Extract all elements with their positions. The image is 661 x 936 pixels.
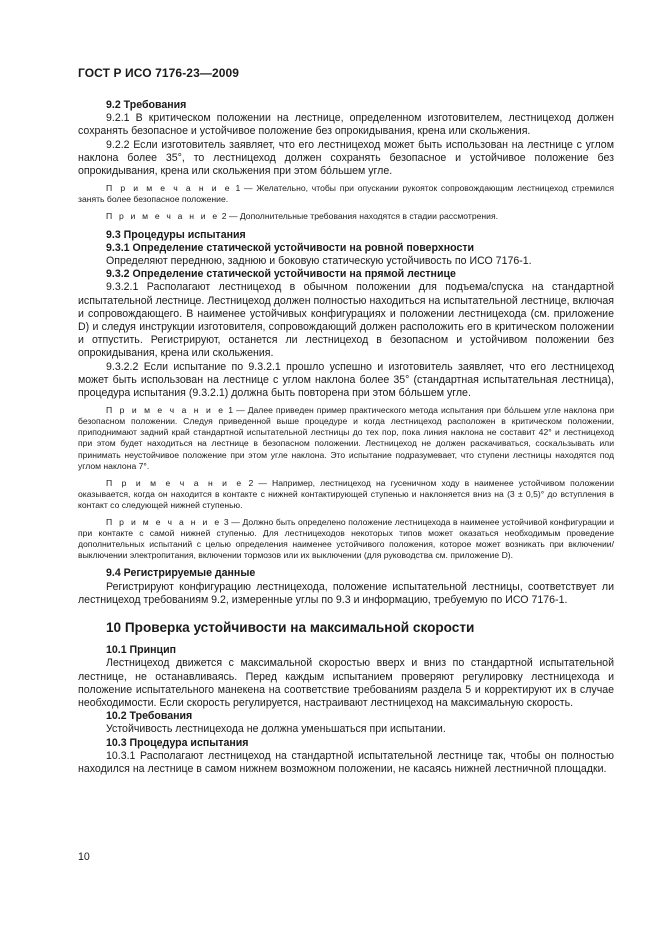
paragraph-10-3-1: 10.3.1 Располагают лестницеход на стандартной испытательной лестнице так, чтобы он полностью находился на лестнице в самом нижнем возможном положении, не касаясь нижней лестничной площадки. xyxy=(78,749,614,775)
document-body xyxy=(78,95,614,776)
paragraph-9-3-2-1: 9.3.2.1 Располагают лестницеход в обычном положении для подъема/спуска на стандартной испытательной лестнице. Лестницеход должен полностью находиться на испытательной лестнице, включая и сопровождающего. В наименее устойчивых конфигурациях и положении лестницехода (см. приложение D) и следуя инструкции изготовителя, сопровождающий должен расположить его в критическом положении и отпустить. Регистрируют, останется ли лестницеход в безопасном и устойчивом положении без опрокидывания, крена или скольжения. xyxy=(78,281,614,360)
note-9-3-2 xyxy=(78,478,614,511)
note-text: 1 — Далее приведен пример практического метода испытания при бо́льшем угле наклона при безопасном положении. Следуя приведенной выше процедуре и когда лестницеход расположен в критическом положении, приподнимают задний край стандартной испытательной лестницы до тех пор, пока линия наклона не составит 42° и лестницеход при этом будет находиться на лестнице в безопасном положении. Лестницеход не должен раскачиваться, соскальзывать или принимать неустойчивое положение при этом угле наклона. Это испытание подразумевает, что ступени лестницы находятся под углом наклона 7°. xyxy=(78,405,614,471)
paragraph-10-1: Лестницеход движется с максимальной скоростью вверх и вниз по стандартной испытательной лестнице, не останавливаясь. Перед каждым испытанием проверяют регулировку лестницехода и положение испытательного манекена на соответствие требованиям раздела 5 и корректируют их в случае необходимости. Если скорость регулируется, настраивают лестницеход на максимальную скорость. xyxy=(78,657,614,709)
subsection-10-1-title: 10.1 Принцип xyxy=(106,644,176,657)
note-9-2-2 xyxy=(78,211,614,222)
section-10-title: 10 Проверка устойчивости на максимальной скорости xyxy=(106,619,475,635)
note-label: П р и м е ч а н и е xyxy=(106,405,226,416)
subsection-9-3-2-title: 9.3.2 Определение статической устойчивости на прямой лестнице xyxy=(106,268,456,281)
note-text: 1 — Желательно, чтобы при опускании рукояток сопровождающим лестницеход стремился занять более безопасное положение. xyxy=(78,183,614,205)
document-header: ГОСТ Р ИСО 7176-23—2009 xyxy=(78,66,240,80)
paragraph-9-4: Регистрируют конфигурацию лестницехода, положение испытательной лестницы, соответствует ли лестницеход требованиям 9.2, измеренные углы по 9.3 и информацию, требуемую по ИСО 7176-1. xyxy=(78,580,614,606)
paragraph-9-3-1: Определяют переднюю, заднюю и боковую статическую устойчивость по ИСО 7176-1. xyxy=(106,254,532,267)
section-9-2-title: 9.2 Требования xyxy=(106,99,187,111)
paragraph-9-2-2: 9.2.2 Если изготовитель заявляет, что его лестницеход может быть использован на лестнице с углом наклона более 35°, то лестницеход должен сохранять безопасное и устойчивое положение без опрокидывания, крена или скольжения при этом бо́льшем угле. xyxy=(78,138,614,178)
note-text: 2 — Дополнительные требования находятся в стадии рассмотрения. xyxy=(221,211,498,222)
note-9-3-1 xyxy=(78,405,614,472)
paragraph-9-3-2-2: 9.3.2.2 Если испытание по 9.3.2.1 прошло успешно и изготовитель заявляет, что его лестницеход может быть использован на лестнице с углом наклона более 35° (стандартная испытательная лестница), процедура испытания (9.3.2.1) должна быть повторена при этом бо́льшем угле. xyxy=(78,360,614,399)
subsection-10-2-title: 10.2 Требования xyxy=(106,710,193,723)
note-text: 2 — Например, лестницеход на гусеничном ходу в наименее устойчивом положении оказывается, когда он находится в контакте с нижней контактирующей ступенью и наклоняется вниз на (3 ± 0,5)° до вступления в контакт со следующей нижней ступенью. xyxy=(78,477,615,510)
section-9-4-title: 9.4 Регистрируемые данные xyxy=(106,567,256,580)
paragraph-9-2-1: 9.2.1 В критическом положении на лестнице, определенном изготовителем, лестницеход должен сохранять безопасное и устойчивое положение без опрокидывания, крена или скольжения. xyxy=(78,112,614,138)
subsection-10-3-title: 10.3 Процедура испытания xyxy=(106,736,249,749)
note-text: 3 — Должно быть определено положение лестницехода в наименее устойчивой конфигурации и при контакте с самой нижней ступенью. Для лестницеходов некоторых типов может оказаться необходимым проведение дополнительных испытаний с целью определения наименее устойчивого положения, которое может возникать при включении/выключении электропитания, включении тормозов или их выключении (для руководства см. приложение D). xyxy=(78,516,614,561)
note-9-3-3 xyxy=(78,517,614,561)
subsection-9-3-1-title: 9.3.1 Определение статической устойчивости на ровной поверхности xyxy=(106,241,475,254)
note-9-2-1 xyxy=(78,183,614,205)
note-label: П р и м е ч а н и е xyxy=(106,477,244,488)
paragraph-10-2: Устойчивость лестницехода не должна уменьшаться при испытании. xyxy=(106,723,446,736)
note-label: П р и м е ч а н и е xyxy=(106,211,220,222)
section-9-3-title: 9.3 Процедуры испытания xyxy=(106,228,246,241)
page-number: 10 xyxy=(78,851,90,863)
note-label: П р и м е ч а н и е xyxy=(106,183,232,194)
note-label: П р и м е ч а н и е xyxy=(106,516,222,527)
